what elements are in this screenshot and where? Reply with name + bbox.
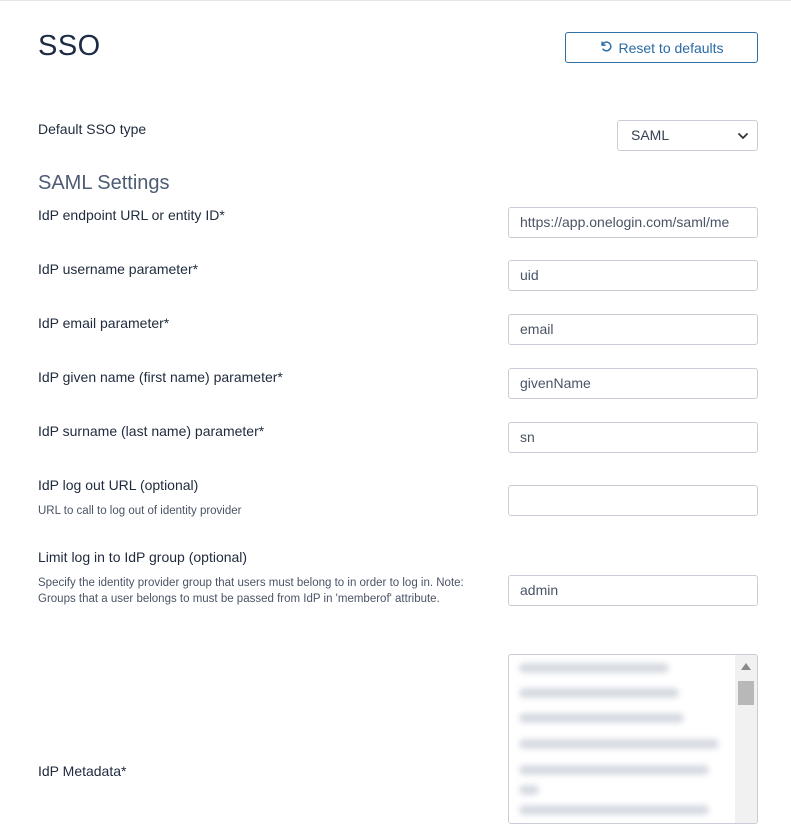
redacted-metadata-line bbox=[519, 663, 669, 673]
undo-icon bbox=[599, 39, 613, 56]
idp-username-input[interactable]: uid bbox=[508, 260, 758, 291]
idp-email-label: IdP email parameter* bbox=[38, 315, 170, 331]
redacted-metadata-line bbox=[519, 688, 679, 698]
redacted-metadata-line bbox=[519, 765, 709, 775]
redacted-metadata-line bbox=[519, 713, 684, 723]
chevron-down-icon bbox=[737, 130, 749, 142]
idp-surname-label: IdP surname (last name) parameter* bbox=[38, 423, 265, 439]
metadata-scrollbar[interactable] bbox=[735, 655, 757, 823]
page-title: SSO bbox=[38, 30, 101, 62]
idp-logout-input[interactable] bbox=[508, 485, 758, 516]
idp-given-name-input[interactable]: givenName bbox=[508, 368, 758, 399]
scroll-up-arrow-icon[interactable] bbox=[741, 663, 751, 670]
idp-logout-help: URL to call to log out of identity provider bbox=[38, 505, 242, 517]
idp-username-label: IdP username parameter* bbox=[38, 261, 199, 277]
default-sso-value: SAML bbox=[631, 127, 670, 143]
idp-metadata-textarea[interactable] bbox=[508, 654, 758, 824]
idp-metadata-label: IdP Metadata* bbox=[38, 763, 127, 779]
idp-group-input[interactable]: admin bbox=[508, 575, 758, 606]
idp-given-name-label: IdP given name (first name) parameter* bbox=[38, 369, 283, 385]
idp-group-label: Limit log in to IdP group (optional) bbox=[38, 549, 248, 565]
idp-endpoint-label: IdP endpoint URL or entity ID* bbox=[38, 207, 225, 223]
reset-to-defaults-button[interactable] bbox=[565, 32, 758, 63]
default-sso-label: Default SSO type bbox=[38, 121, 147, 137]
redacted-metadata-line bbox=[519, 739, 719, 749]
reset-label: Reset to defaults bbox=[618, 39, 724, 56]
idp-logout-label: IdP log out URL (optional) bbox=[38, 477, 199, 493]
default-sso-select[interactable] bbox=[617, 120, 758, 151]
idp-email-input[interactable]: email bbox=[508, 314, 758, 345]
idp-group-help: Specify the identity provider group that users must belong to in order to log in. Note: Groups that a user belongs to must be passed from IdP in 'memberof' attribute. bbox=[38, 577, 464, 605]
idp-surname-input[interactable]: sn bbox=[508, 422, 758, 453]
redacted-metadata-line bbox=[519, 785, 539, 795]
saml-settings-heading: SAML Settings bbox=[38, 172, 170, 194]
top-divider bbox=[0, 0, 791, 1]
scroll-thumb[interactable] bbox=[738, 681, 754, 705]
idp-endpoint-input[interactable]: https://app.onelogin.com/saml/me bbox=[508, 207, 758, 238]
